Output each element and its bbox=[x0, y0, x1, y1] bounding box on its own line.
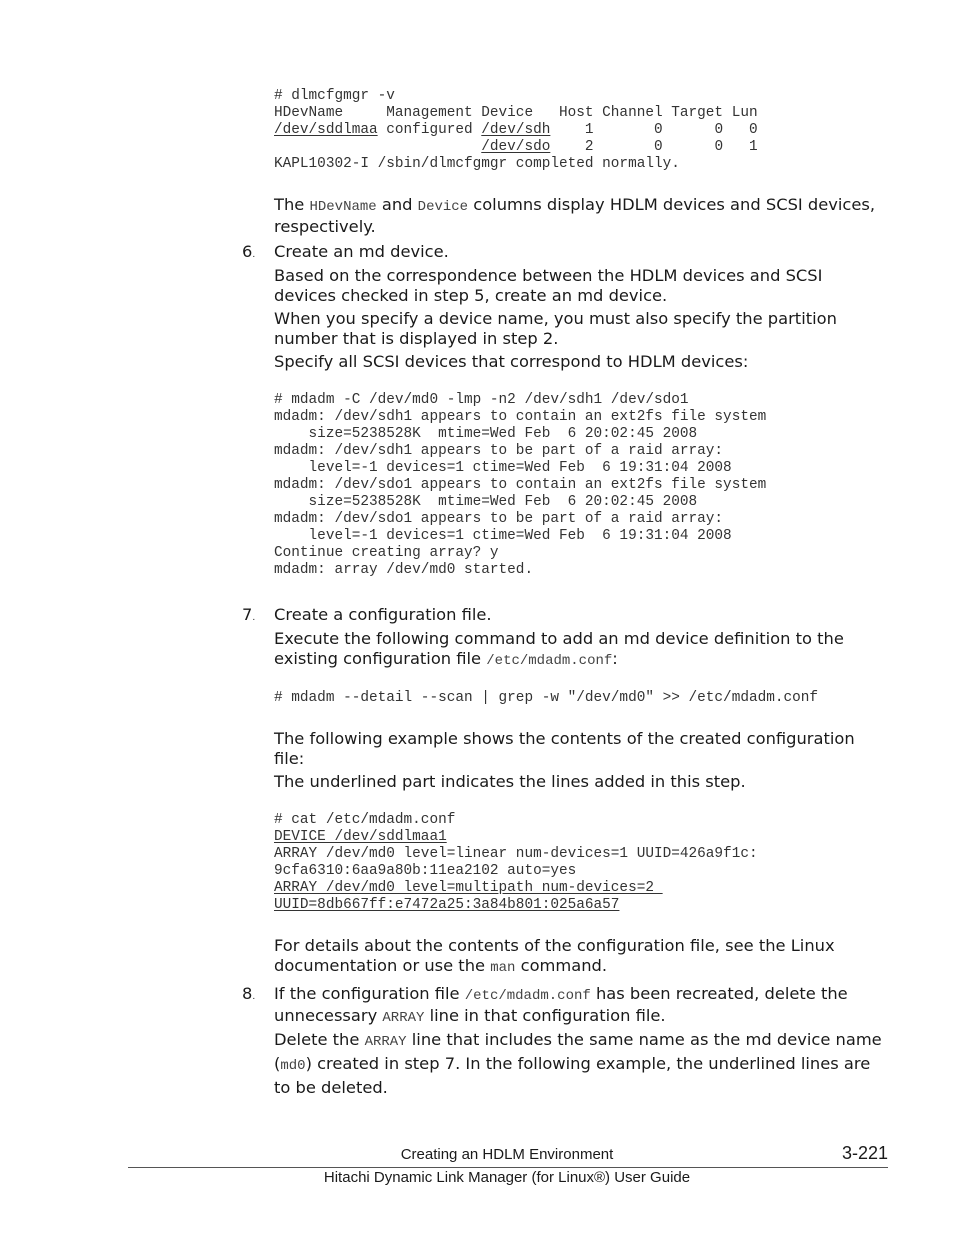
code-hdevname: /dev/sddlmaa bbox=[274, 122, 378, 138]
paragraph bbox=[274, 1029, 884, 1098]
text: ) created in step 7. In the following example, the underlined lines are to be deleted. bbox=[274, 1054, 871, 1097]
code-device: /dev/sdh bbox=[481, 122, 551, 138]
code-line-added: ARRAY /dev/md0 level=multipath num-devices=2 bbox=[274, 880, 663, 896]
text: For details about the contents of the configuration file, see the Linux documentation or use the bbox=[274, 936, 835, 975]
paragraph: Based on the correspondence between the HDLM devices and SCSI devices checked in step 5, create an md device. bbox=[274, 266, 823, 305]
inline-code: HDevName bbox=[309, 199, 377, 215]
code-line: HDevName Management Device Host Channel Target Lun bbox=[274, 105, 758, 121]
inline-code: /etc/mdadm.conf bbox=[464, 988, 591, 1004]
inline-code: md0 bbox=[280, 1058, 306, 1074]
step-number: 6. bbox=[242, 242, 256, 261]
step-title: Create an md device. bbox=[274, 242, 449, 261]
step-title: Create a configuration file. bbox=[274, 605, 492, 624]
text: The bbox=[274, 195, 310, 214]
step-number: 7. bbox=[242, 605, 256, 624]
code-line: 9cfa6310:6aa9a80b:11ea2102 auto=yes bbox=[274, 863, 577, 879]
text: has been recreated, delete the unnecessary bbox=[274, 984, 848, 1025]
code-line-added: UUID=8db667ff:e7472a25:3a84b801:025a6a57 bbox=[274, 897, 620, 913]
inline-code: Device bbox=[417, 199, 469, 215]
inline-code: ARRAY bbox=[364, 1034, 407, 1050]
paragraph bbox=[274, 629, 884, 671]
code-block-dlmcfgmgr bbox=[274, 88, 758, 173]
code-device: /dev/sdo bbox=[481, 139, 551, 155]
text: line in that configuration file. bbox=[424, 1006, 666, 1025]
page-number: 3-221 bbox=[841, 1143, 888, 1163]
text: and bbox=[376, 195, 418, 214]
paragraph: The following example shows the contents of the created configuration file: bbox=[274, 729, 855, 768]
code-text: configured bbox=[377, 122, 482, 138]
paragraph-columns bbox=[274, 195, 884, 237]
paragraph: Specify all SCSI devices that correspond to HDLM devices: bbox=[274, 352, 749, 371]
step-title bbox=[274, 984, 884, 1028]
text: Execute the following command to add an md device definition to the existing configuration file bbox=[274, 629, 844, 668]
inline-code: man bbox=[490, 960, 516, 976]
step-number: 8. bbox=[242, 984, 256, 1003]
footer-divider bbox=[128, 1167, 888, 1168]
step-number-text: 8 bbox=[242, 984, 253, 1003]
text: line that includes the same name as the md device name ( bbox=[274, 1030, 882, 1073]
footer-section-title: Creating an HDLM Environment bbox=[400, 1146, 614, 1163]
step-number-text: 7 bbox=[242, 605, 253, 624]
step-number-text: 6 bbox=[242, 242, 253, 261]
code-line: ARRAY /dev/md0 level=linear num-devices=1 UUID=426a9f1c: bbox=[274, 846, 758, 862]
footer-book-title: Hitachi Dynamic Link Manager (for Linux®) User Guide bbox=[323, 1169, 691, 1186]
code-block-cat-mdadm-conf bbox=[274, 812, 758, 914]
code-text: 2 0 0 1 bbox=[550, 139, 758, 155]
text: If the configuration file bbox=[274, 984, 465, 1003]
code-line: # cat /etc/mdadm.conf bbox=[274, 812, 456, 828]
code-block-mdadm-detail: # mdadm --detail --scan | grep -w "/dev/md0" >> /etc/mdadm.conf bbox=[274, 690, 819, 706]
paragraph: When you specify a device name, you must also specify the partition number that is displayed in step 2. bbox=[274, 309, 837, 348]
code-text: 1 0 0 0 bbox=[550, 122, 758, 138]
code-text bbox=[274, 139, 481, 155]
text: command. bbox=[515, 956, 608, 975]
code-line: # dlmcfgmgr -v bbox=[274, 88, 395, 104]
code-block-mdadm-create: # mdadm -C /dev/md0 -lmp -n2 /dev/sdh1 /dev/sdo1 mdadm: /dev/sdh1 appears to contain an ext2fs file system size=5238528K mtime=Wed Feb 6 20:02:45 2008 mdadm: /dev/sdh1 appears to be part of a raid array: level=-1 devices=1 ctime=Wed Feb 6 19:31:04 2008 mdadm: /dev/sdo1 appears to contain an ext2fs file system size=5238528K mtime=Wed Feb 6 20:02:45 2008 mdadm: /dev/sdo1 appears to be part of a raid array: level=-1 devices=1 ctime=Wed Feb 6 19:31:04 2008 Continue creating array? y mdadm: array /dev/md0 started. bbox=[274, 392, 767, 578]
text: : bbox=[612, 649, 618, 668]
text: columns display HDLM devices and SCSI devices, respectively. bbox=[274, 195, 876, 236]
paragraph: The underlined part indicates the lines added in this step. bbox=[274, 772, 746, 791]
code-line: KAPL10302-I /sbin/dlmcfgmgr completed normally. bbox=[274, 156, 680, 172]
code-line-added: DEVICE /dev/sddlmaa1 bbox=[274, 829, 447, 845]
paragraph bbox=[274, 936, 884, 978]
inline-code: /etc/mdadm.conf bbox=[486, 653, 613, 669]
inline-code: ARRAY bbox=[382, 1010, 425, 1026]
text: Delete the bbox=[274, 1030, 365, 1049]
